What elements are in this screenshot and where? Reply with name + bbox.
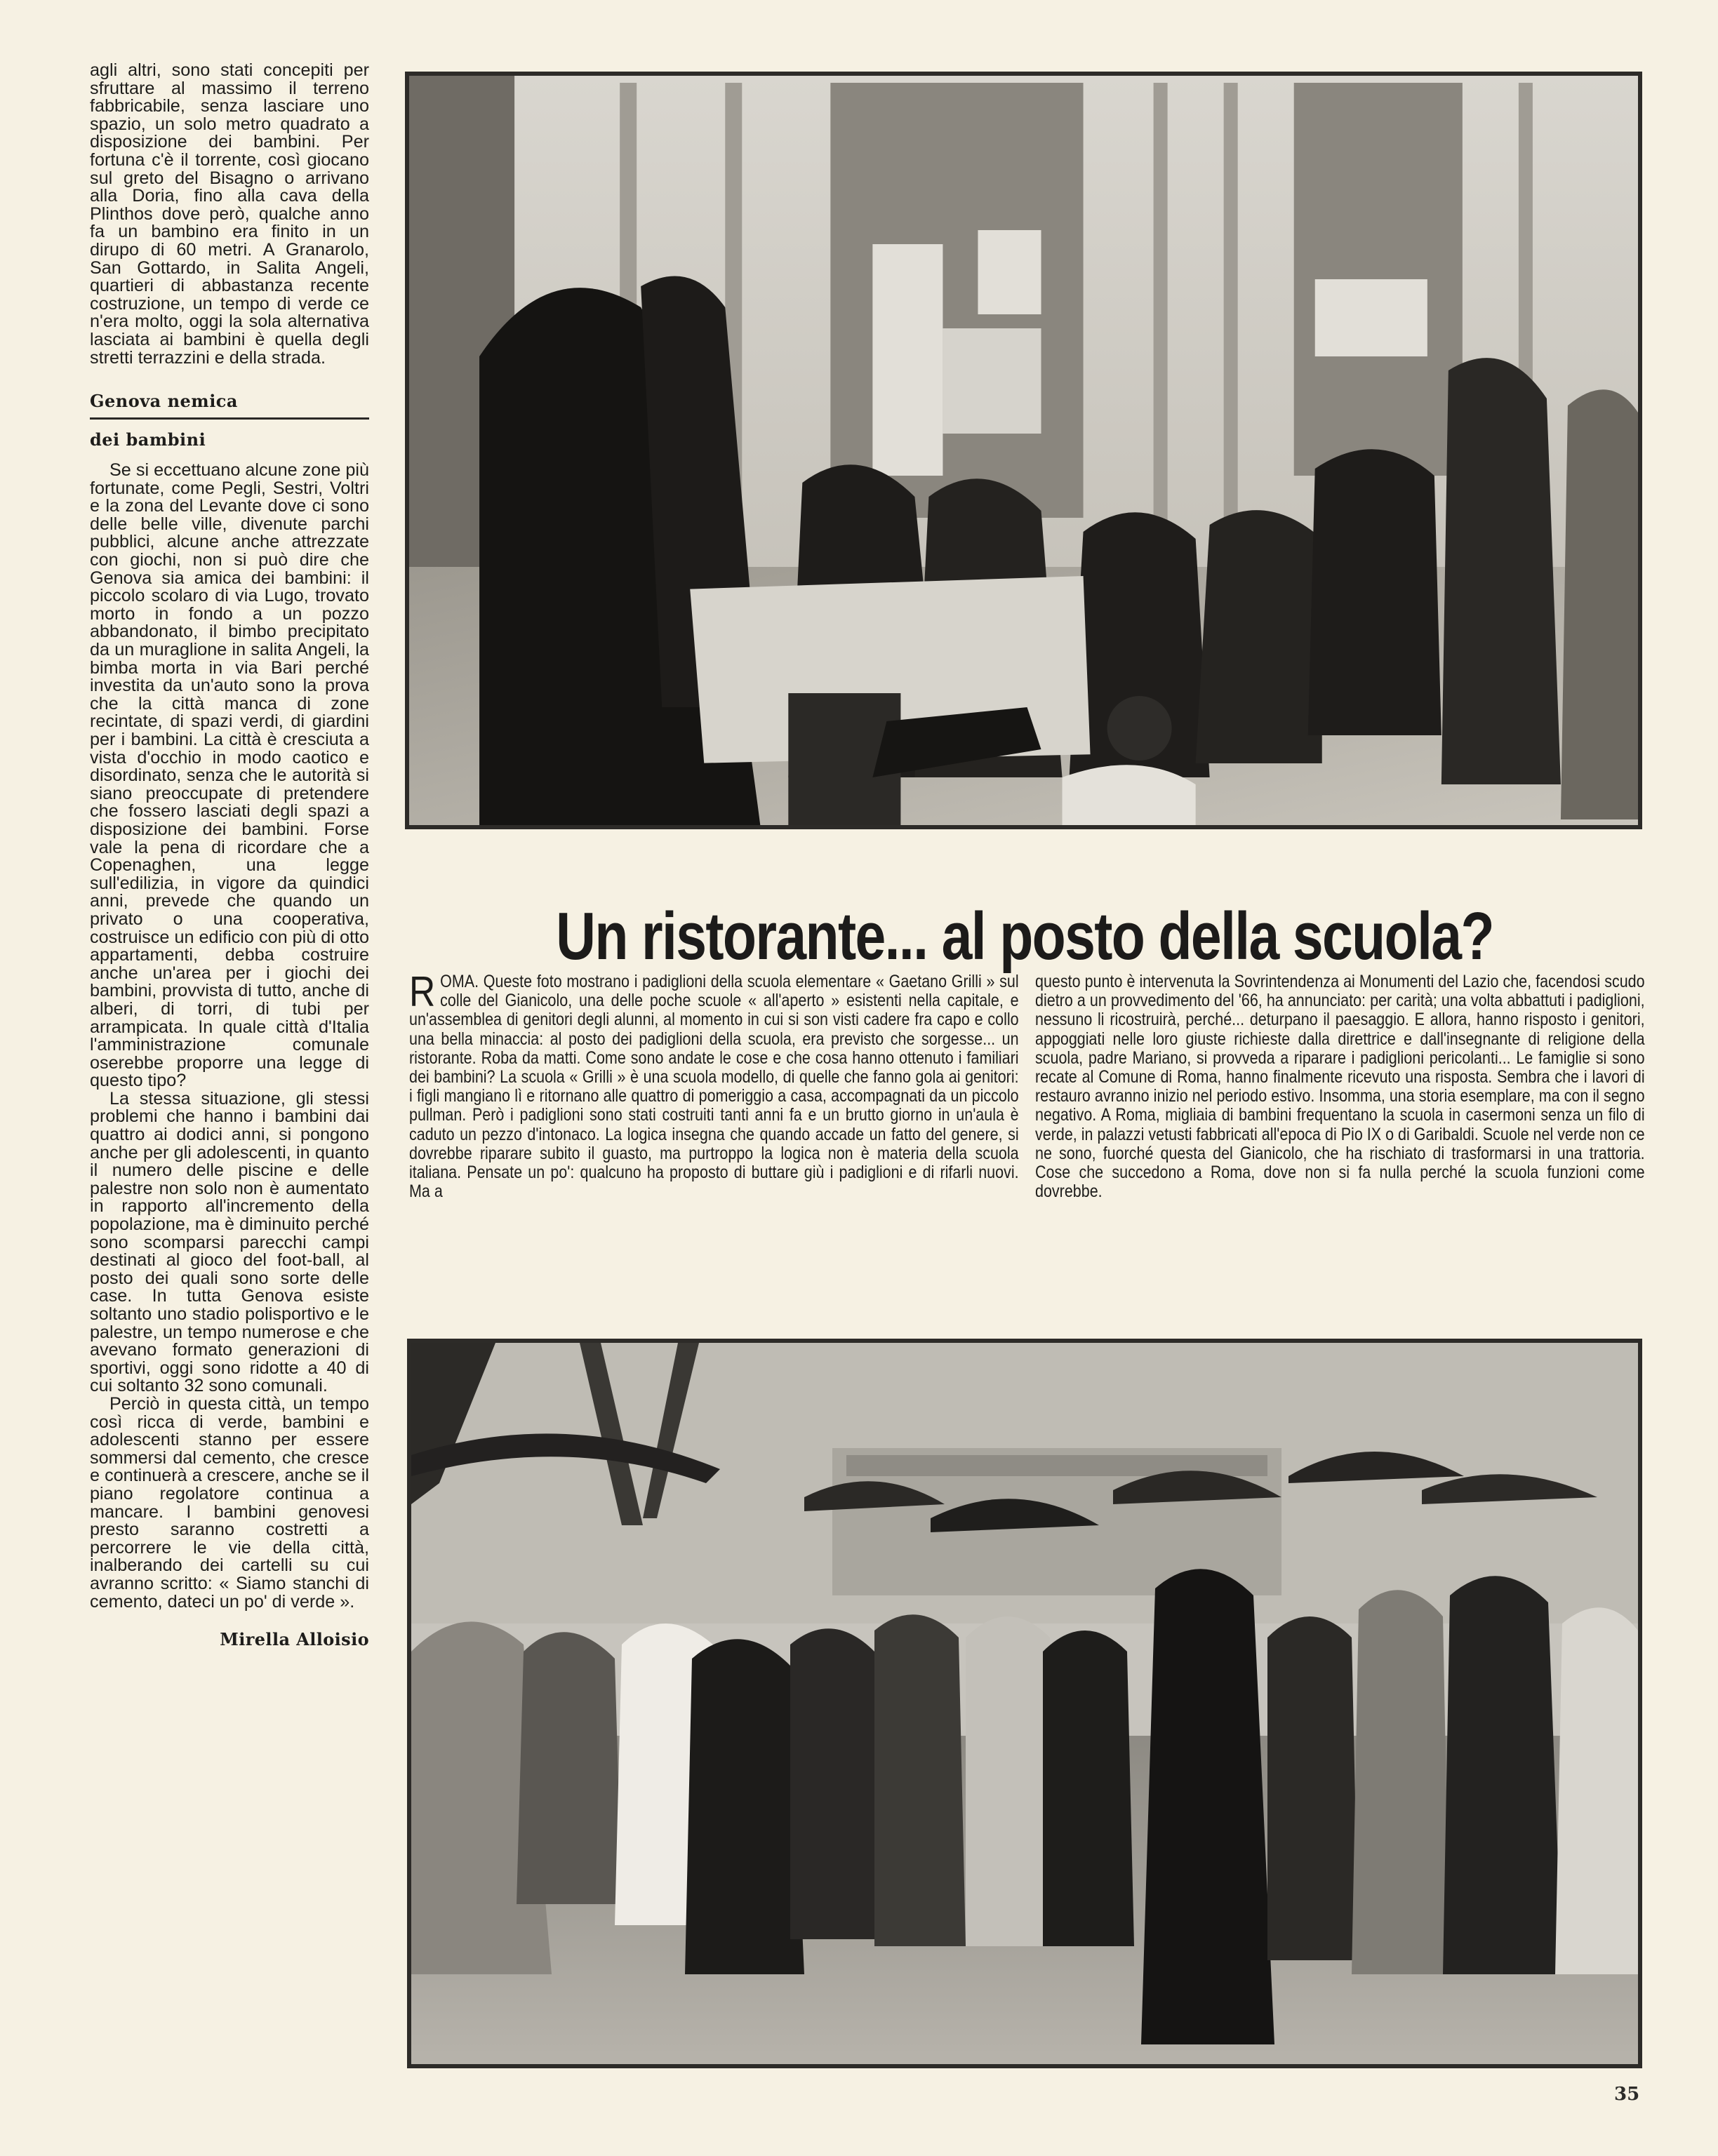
- article-column-2: [1035, 972, 1646, 1201]
- article-column-1-text: OMA. Queste foto mostrano i padiglioni della scuola elementare « Gaetano Grilli » sul colle del Gianicolo, una delle poche scuole « all'aperto » esistenti nella capitale, e un'assemblea di genitori degli alunni, al momento in cui si son visti cadere fra capo e collo una bella minaccia: al posto dei padiglioni della scuola, era previsto che sorgesse... un ristorante. Roba da matti. Come sono andate le cose e che cosa hanno ottenuto i familiari dei bambini? La scuola « Grilli » è una scuola modello, di quelle che fanno gola ai genitori: i figli mangiano lì e ritornano alle quattro di pomeriggio a casa, accompagnati da un piccolo pullman. Però i padiglioni sono stati costruiti tanti anni fa e un brutto giorno in un'aula è caduto un pezzo d'intonaco. La logica insegna che quando accade un fatto del genere, si dovrebbe riparare subito il guasto, ma purtroppo la logica non è materia della scuola italiana. Pensate un po': qualcuno ha proposto di buttare giù i padiglioni e di rifarli nuovi. Ma a: [409, 972, 1019, 1202]
- left-paragraph-4: Perciò in questa città, un tempo così ricca di verde, bambini e adolescenti stanno per essere sommersi dal cemento, che cresce e continuerà a crescere, anche se il piano regolatore continua a mancare. I bambini genovesi presto saranno costretti a percorrere le vie della città, inalberando dei cartelli su cui avranno scritto: « Siamo stanchi di cemento, dateci un po' di verde ».: [90, 1393, 369, 1612]
- article-column-2-text: questo punto è intervenuta la Sovrintendenza ai Monumenti del Lazio che, facendosi scudo dietro a un provvedimento del '66, ha annunciato: per carità; una volta abbattuti i padiglioni, nessuno li ricostruirà, perché... deturpano il paesaggio. E allora, hanno risposto i genitori, appoggiati nelle loro giuste richieste dalla direttrice e dall'insegnante di religione della scuola, padre Mariano, si provveda a riparare i padiglioni pericolanti... Le famiglie si sono recate al Comune di Roma, hanno finalmente ricevuto una risposta. Sembra che i lavori di restauro avranno inizio nel periodo estivo. Insomma, una storia esemplare, ma con il segno negativo. A Roma, migliaia di bambini frequentano la scuola in casermoni senza un filo di verde, in palazzi vetusti fabbricati all'epoca di Pio IX o di Garibaldi. Scuole nel verde non ce ne sono, fuorché questa del Gianicolo, che ha rischiato di trasformarsi in una trattoria. Cose che succedono a Roma, dove non si fa nulla perché la scuola funzioni come dovrebbe.: [1035, 972, 1645, 1202]
- page-number: 35: [1614, 2084, 1640, 2105]
- section-subhead-line1: Genova nemica: [90, 392, 369, 420]
- article-column-1: [409, 968, 1020, 1202]
- drop-cap: R: [409, 968, 436, 1015]
- left-paragraph-3: La stessa situazione, gli stessi problemi che hanno i bambini dai quattro ai dodici anni, si pongono anche per gli adolescenti, in quanto il numero delle piscine e delle palestre non solo non è aumentato in rapporto all'incremento della popolazione, ma è diminuito perché sono scomparsi parecchi campi destinati al gioco del foot-ball, al posto dei quali sono sorte delle case. In tutta Genova esiste soltanto uno stadio polisportivo e le palestre, un tempo numerose e che avevano formato generazioni di sportivi, oggi sono ridotte a 40 di cui soltanto 32 sono comunali.: [90, 1088, 369, 1396]
- umbrellas-photo-illustration: [411, 1343, 1638, 2064]
- classroom-assembly-photo: [405, 72, 1642, 829]
- author-signature: Mirella Alloisio: [220, 1629, 369, 1650]
- left-column: [90, 62, 369, 1649]
- section-subhead-line2: dei bambini: [90, 429, 206, 450]
- left-paragraph-continued: agli altri, sono stati concepiti per sfruttare al massimo il terreno fabbricabile, senza lasciare uno spazio, un solo metro quadrato a disposizione dei bambini. Per fortuna c'è il torrente, così giocano sul greto del Bisagno o arrivano alla Doria, fino alla cava della Plinthos dove però, qualche anno fa un bambino era finito in un dirupo di 60 metri. A Granarolo, San Gottardo, in Salita Angeli, quartieri di abbastanza recente costruzione, un tempo di verde ce n'era molto, oggi la sola alternativa lasciata ai bambini è quella degli stretti terrazzini e della strada.: [90, 60, 369, 368]
- left-paragraph-2: Se si eccettuano alcune zone più fortunate, come Pegli, Sestri, Voltri e la zona del Levante dove ci sono delle belle ville, divenute parchi pubblici, alcune anche attrezzate con giochi, non si può dire che Genova sia amica dei bambini: il piccolo scolaro di via Lugo, trovato morto in fondo a un pozzo abbandonato, il bimbo precipitato da un muraglione in salita Angeli, la bimba morta in via Bari perché investita da un'auto sono la prova che la città manca di zone recintate, di spazi verdi, di giardini per i bambini. La città è cresciuta a vista d'occhio in modo caotico e disordinato, senza che le autorità si siano preoccupate di pretendere che fossero lasciati degli spazi a disposizione dei bambini. Forse vale la pena di ricordare che a Copenaghen, una legge sull'edilizia, in vigore da quindici anni, prevede che quando un privato o una cooperativa, costruisce un edificio con più di otto appartamenti, debba costruire anche un'area per i giochi dei bambini, provvista di tutto, anche di alberi, di torri, di tubi per arrampicata. In quale città d'Italia l'amministrazione comunale oserebbe proporre una legge di questo tipo?: [90, 460, 369, 1091]
- classroom-photo-illustration: [409, 76, 1638, 825]
- parents-umbrellas-photo: [407, 1339, 1642, 2068]
- article-headline: Un ristorante... al posto della scuola?: [556, 899, 1493, 975]
